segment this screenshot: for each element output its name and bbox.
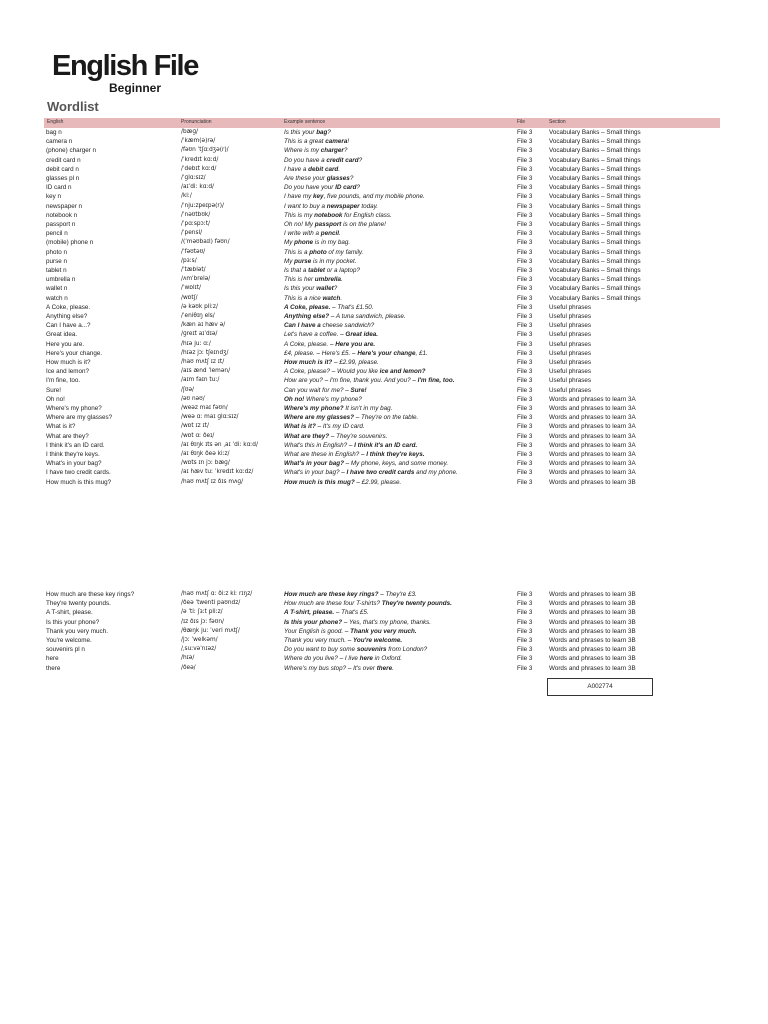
pronunciation-cell: /ˌsuːvəˈnɪəz/ — [181, 646, 217, 653]
file-cell: File 3 — [517, 138, 533, 146]
english-cell: camera n — [46, 138, 73, 146]
example-cell: How much is it? – £2.99, please. — [284, 359, 379, 366]
table-row — [0, 257, 768, 266]
pronunciation-cell: /bæɡ/ — [181, 129, 198, 135]
section-cell: Useful phrases — [549, 386, 591, 394]
pronunciation-cell: /ɡreɪt aɪˈdɪə/ — [181, 331, 218, 338]
section-cell: Useful phrases — [549, 331, 591, 339]
file-cell: File 3 — [517, 156, 533, 164]
section-cell: Vocabulary Banks – Small things — [549, 211, 641, 219]
file-cell: File 3 — [517, 184, 533, 192]
file-cell: File 3 — [517, 405, 533, 412]
english-cell: How much is this mug? — [46, 478, 112, 486]
example-cell: Can you wait for me? – Sure! — [284, 386, 367, 394]
english-cell: Here you are. — [46, 340, 85, 348]
example-cell: This is my notebook for English class. — [284, 211, 392, 219]
english-cell: How much are these key rings? — [46, 591, 135, 598]
english-cell: Can I have a...? — [46, 322, 91, 330]
section-cell: Useful phrases — [549, 377, 591, 385]
file-cell: File 3 — [517, 211, 533, 219]
section-cell: Useful phrases — [549, 368, 591, 376]
english-cell: pencil n — [46, 230, 68, 238]
section-cell: Words and phrases to learn 3B — [549, 591, 636, 598]
pronunciation-cell: /pɜːs/ — [181, 257, 197, 264]
section-cell: Vocabulary Banks – Small things — [549, 156, 641, 164]
table-row — [0, 128, 768, 137]
pronunciation-cell: /(ˈməʊbaɪl) fəʊn/ — [181, 239, 230, 246]
example-cell: Where's my phone? It isn't in my bag. — [284, 405, 393, 412]
section-cell: Words and phrases to learn 3B — [549, 478, 636, 486]
pronunciation-cell: /ðeə/ — [181, 664, 196, 671]
example-cell: A Coke, please? – Would you like ice and lemon? — [284, 368, 426, 376]
file-cell: File 3 — [517, 165, 533, 173]
table-row — [0, 395, 768, 404]
file-cell: File 3 — [517, 637, 533, 644]
english-cell: (phone) charger n — [46, 147, 97, 155]
example-cell: Do you have a credit card? — [284, 156, 363, 164]
file-cell: File 3 — [517, 609, 533, 617]
page-title: Wordlist — [47, 99, 99, 114]
document-code: A002774 — [547, 678, 653, 696]
example-cell: Are these your glasses? — [284, 175, 354, 182]
section-cell: Useful phrases — [549, 340, 591, 348]
table-row — [0, 211, 768, 220]
file-cell: File 3 — [517, 313, 533, 320]
table-row — [0, 156, 768, 165]
english-cell: watch n — [46, 294, 68, 302]
table-row — [0, 294, 768, 303]
table-row — [0, 266, 768, 275]
english-cell: Where are my glasses? — [46, 414, 113, 422]
english-cell: What is it? — [46, 423, 76, 431]
section-cell: Vocabulary Banks – Small things — [549, 129, 641, 136]
example-cell: Where is my charger? — [284, 147, 348, 155]
section-cell: Words and phrases to learn 3A — [549, 432, 636, 440]
pronunciation-cell: /jɔː ˈwelkəm/ — [181, 637, 218, 643]
file-cell: File 3 — [517, 600, 533, 608]
file-cell: File 3 — [517, 451, 533, 458]
pronunciation-cell: /ˈtæblət/ — [181, 267, 206, 273]
example-cell: Is this your phone? – Yes, that's my phone, thanks. — [284, 618, 432, 626]
table-row — [0, 376, 768, 385]
english-cell: Thank you very much. — [46, 627, 108, 635]
section-cell: Words and phrases to learn 3B — [549, 664, 636, 672]
table-row — [0, 248, 768, 257]
section-cell: Vocabulary Banks – Small things — [549, 193, 641, 201]
section-cell: Vocabulary Banks – Small things — [549, 285, 641, 293]
example-cell: I write with a pencil. — [284, 230, 341, 238]
section-cell: Vocabulary Banks – Small things — [549, 239, 641, 247]
section-cell: Words and phrases to learn 3A — [549, 451, 636, 458]
pronunciation-cell: /əʊ nəʊ/ — [181, 395, 205, 402]
english-cell: tablet n — [46, 267, 67, 274]
pronunciation-cell: /ˈwɒlɪt/ — [181, 285, 201, 292]
file-cell: File 3 — [517, 248, 533, 256]
example-cell: How much are these key rings? – They're £3. — [284, 591, 417, 598]
example-cell: This is her umbrella. — [284, 276, 343, 284]
pronunciation-cell: /wɒt ɑː ðeɪ/ — [181, 432, 215, 439]
example-cell: What are these in English? – I think they're keys. — [284, 451, 425, 458]
file-cell: File 3 — [517, 432, 533, 440]
section-cell: Vocabulary Banks – Small things — [549, 248, 641, 256]
example-cell: Thank you very much. – You're welcome. — [284, 637, 403, 644]
english-cell: Is this your phone? — [46, 618, 100, 626]
english-cell: Where's my phone? — [46, 405, 102, 412]
table-row — [0, 450, 768, 459]
table-row — [0, 340, 768, 349]
pronunciation-cell: /θæŋk juː ˈveri mʌtʃ/ — [181, 627, 240, 634]
english-cell: I think it's an ID card. — [46, 441, 105, 449]
section-cell: Vocabulary Banks – Small things — [549, 276, 641, 284]
table-row — [0, 165, 768, 174]
english-cell: A Coke, please. — [46, 303, 91, 311]
example-cell: What are they? – They're souvenirs. — [284, 432, 388, 440]
section-cell: Useful phrases — [549, 303, 591, 311]
english-cell: I think they're keys. — [46, 451, 100, 458]
table-row — [0, 229, 768, 238]
pronunciation-cell: /hɪə juː ɑː/ — [181, 340, 211, 347]
pronunciation-cell: /ˈnəʊtbʊk/ — [181, 211, 211, 218]
pronunciation-cell: /aɪm faɪn tuː/ — [181, 377, 220, 384]
english-cell: key n — [46, 193, 62, 201]
table-row — [0, 645, 768, 654]
english-cell: souvenirs pl n — [46, 646, 85, 654]
file-cell: File 3 — [517, 386, 533, 394]
file-cell: File 3 — [517, 664, 533, 672]
file-cell: File 3 — [517, 331, 533, 339]
table-row — [0, 146, 768, 155]
file-cell: File 3 — [517, 221, 533, 228]
table-row — [0, 608, 768, 617]
section-cell: Vocabulary Banks – Small things — [549, 138, 641, 146]
section-cell: Words and phrases to learn 3B — [549, 600, 636, 608]
example-cell: £4, please. – Here's £5. – Here's your change, £1. — [284, 349, 428, 357]
file-cell: File 3 — [517, 193, 533, 201]
pronunciation-cell: /kiː/ — [181, 193, 192, 200]
pronunciation-cell: /ʃʊə/ — [181, 386, 195, 393]
section-cell: Vocabulary Banks – Small things — [549, 184, 641, 192]
english-cell: bag n — [46, 129, 62, 136]
english-cell: They're twenty pounds. — [46, 600, 111, 608]
pronunciation-cell: /ˈdebɪt kɑːd/ — [181, 165, 217, 172]
example-cell: My phone is in my bag. — [284, 239, 351, 247]
section-cell: Vocabulary Banks – Small things — [549, 165, 641, 173]
table-row — [0, 238, 768, 247]
english-cell: Anything else? — [46, 313, 88, 320]
section-cell: Words and phrases to learn 3B — [549, 618, 636, 626]
english-cell: here — [46, 655, 59, 663]
example-cell: Anything else? – A tuna sandwich, please. — [284, 313, 406, 320]
english-cell: photo n — [46, 248, 68, 256]
pronunciation-cell: /ˈkredɪt kɑːd/ — [181, 156, 219, 163]
table-row — [0, 468, 768, 477]
table-row — [0, 386, 768, 395]
pronunciation-cell: /weəz maɪ fəʊn/ — [181, 405, 228, 411]
file-cell: File 3 — [517, 441, 533, 449]
english-cell: You're welcome. — [46, 637, 92, 644]
section-cell: Vocabulary Banks – Small things — [549, 257, 641, 265]
example-cell: What's in your bag? – My phone, keys, and some money. — [284, 460, 449, 468]
section-cell: Words and phrases to learn 3B — [549, 627, 636, 635]
file-cell: File 3 — [517, 239, 533, 247]
file-cell: File 3 — [517, 129, 533, 136]
table-row — [0, 321, 768, 330]
example-cell: A Coke, please. – Here you are. — [284, 340, 376, 348]
example-cell: A T-shirt, please. – That's £5. — [284, 609, 369, 617]
example-cell: What's in your bag? – I have two credit cards and my phone. — [284, 469, 458, 477]
section-cell: Vocabulary Banks – Small things — [549, 230, 641, 238]
table-row — [0, 330, 768, 339]
file-cell: File 3 — [517, 230, 533, 238]
english-cell: glasses pl n — [46, 175, 80, 182]
table-row — [0, 275, 768, 284]
example-cell: Can I have a cheese sandwich? — [284, 322, 375, 330]
file-cell: File 3 — [517, 359, 533, 366]
brand-logo — [52, 50, 198, 95]
section-cell: Words and phrases to learn 3A — [549, 469, 636, 477]
example-cell: How much are these four T-shirts? They're twenty pounds. — [284, 600, 452, 608]
file-cell: File 3 — [517, 202, 533, 210]
section-cell: Useful phrases — [549, 359, 591, 366]
file-cell: File 3 — [517, 285, 533, 293]
table-row — [0, 459, 768, 468]
english-cell: credit card n — [46, 156, 81, 164]
section-cell: Useful phrases — [549, 349, 591, 357]
english-cell: Oh no! — [46, 395, 65, 403]
example-cell: Where are my glasses? – They're on the table. — [284, 414, 419, 422]
pronunciation-cell: /ə kəʊk pliːz/ — [181, 303, 218, 310]
file-cell: File 3 — [517, 478, 533, 486]
section-cell: Words and phrases to learn 3B — [549, 637, 636, 644]
section-cell: Words and phrases to learn 3B — [549, 655, 636, 663]
section-cell: Vocabulary Banks – Small things — [549, 221, 641, 228]
file-cell: File 3 — [517, 460, 533, 468]
pronunciation-cell: /ə ˈtiː ʃɜːt pliːz/ — [181, 609, 223, 616]
pronunciation-cell: /ˈpɑːspɔːt/ — [181, 221, 210, 227]
pronunciation-cell: /wɒt ɪz ɪt/ — [181, 423, 209, 430]
file-cell: File 3 — [517, 322, 533, 330]
english-cell: ID card n — [46, 184, 72, 192]
pronunciation-cell: /aɪˈdiː kɑːd/ — [181, 184, 214, 191]
example-cell: This is a nice watch. — [284, 294, 343, 302]
table-row — [0, 413, 768, 422]
example-cell: Do you have your ID card? — [284, 184, 360, 192]
section-cell: Words and phrases to learn 3A — [549, 414, 636, 422]
section-cell: Words and phrases to learn 3A — [549, 441, 636, 449]
pronunciation-cell: /haʊ mʌtʃ ɪz ðɪs mʌɡ/ — [181, 478, 244, 485]
example-cell: Oh no! Where's my phone? — [284, 395, 362, 403]
column-header-example: Example sentence — [284, 119, 326, 125]
pronunciation-cell: /hɪəz jɔː tʃeɪndʒ/ — [181, 349, 229, 356]
section-cell: Vocabulary Banks – Small things — [549, 294, 641, 302]
table-row — [0, 599, 768, 608]
example-cell: Oh no! My passport is on the plane! — [284, 221, 386, 228]
example-cell: What's this in English? – I think it's an ID card. — [284, 441, 418, 449]
pronunciation-cell: /hɪə/ — [181, 655, 195, 662]
file-cell: File 3 — [517, 349, 533, 357]
example-cell: Do you want to buy some souvenirs from London? — [284, 646, 428, 654]
table-row — [0, 349, 768, 358]
table-row — [0, 422, 768, 431]
file-cell: File 3 — [517, 276, 533, 284]
example-cell: Is this your bag? — [284, 129, 331, 136]
english-cell: What's in your bag? — [46, 460, 102, 468]
pronunciation-cell: /ˈpensl/ — [181, 230, 203, 237]
pronunciation-cell: /fəʊn ˈtʃɑːdʒə(r)/ — [181, 147, 229, 154]
pronunciation-cell: /wɒtʃ/ — [181, 294, 198, 301]
pronunciation-cell: /ɪz ðɪs jɔː fəʊn/ — [181, 618, 224, 625]
table-row — [0, 478, 768, 487]
section-cell: Useful phrases — [549, 322, 591, 330]
pronunciation-cell: /ˈkæm(ə)rə/ — [181, 138, 216, 145]
pronunciation-cell: /ðeə ˈtwenti paʊndz/ — [181, 600, 241, 607]
table-row — [0, 303, 768, 312]
section-cell: Vocabulary Banks – Small things — [549, 202, 641, 210]
brand-title: English File — [52, 50, 198, 82]
file-cell: File 3 — [517, 147, 533, 155]
section-cell: Vocabulary Banks – Small things — [549, 175, 641, 182]
english-cell: (mobile) phone n — [46, 239, 94, 247]
pronunciation-cell: /ʌmˈbrelə/ — [181, 276, 211, 283]
english-cell: How much is it? — [46, 359, 91, 366]
pronunciation-cell: /ˈeniθɪŋ els/ — [181, 313, 215, 319]
english-cell: debit card n — [46, 165, 79, 173]
example-cell: Let's have a coffee. – Great idea. — [284, 331, 378, 339]
table-row — [0, 137, 768, 146]
english-cell: newspaper n — [46, 202, 83, 210]
pronunciation-cell: /weə ɑː maɪ ɡlɑːsɪz/ — [181, 414, 239, 421]
table-row — [0, 618, 768, 627]
english-cell: wallet n — [46, 285, 68, 293]
example-cell: What is it? – It's my ID card. — [284, 423, 365, 431]
english-cell: What are they? — [46, 432, 89, 440]
english-cell: umbrella n — [46, 276, 76, 284]
pronunciation-cell: /aɪ hæv tuː ˈkredɪt kɑːdz/ — [181, 469, 254, 476]
english-cell: I'm fine, too. — [46, 377, 81, 385]
file-cell: File 3 — [517, 423, 533, 431]
section-cell: Words and phrases to learn 3A — [549, 395, 636, 403]
table-row — [0, 202, 768, 211]
section-cell: Words and phrases to learn 3B — [549, 609, 636, 617]
section-cell: Vocabulary Banks – Small things — [549, 147, 641, 155]
english-cell: there — [46, 664, 61, 672]
table-row — [0, 432, 768, 441]
table-row — [0, 404, 768, 413]
example-cell: This is a great camera! — [284, 138, 350, 146]
example-cell: My purse is in my pocket. — [284, 257, 357, 265]
example-cell: Where's my bus stop? – It's over there. — [284, 664, 394, 672]
file-cell: File 3 — [517, 469, 533, 477]
english-cell: purse n — [46, 257, 68, 265]
section-cell: Words and phrases to learn 3B — [549, 646, 636, 654]
file-cell: File 3 — [517, 175, 533, 182]
example-cell: Is this your wallet? — [284, 285, 338, 293]
pronunciation-cell: /aɪ θɪŋk ɪts ən ˌaɪ ˈdiː kɑːd/ — [181, 441, 258, 448]
pronunciation-cell: /aɪs ænd ˈlemən/ — [181, 368, 231, 375]
pronunciation-cell: /haʊ mʌtʃ ɑː ðiːz kiː rɪŋz/ — [181, 591, 253, 597]
english-cell: notebook n — [46, 211, 78, 219]
file-cell: File 3 — [517, 646, 533, 654]
example-cell: I have my key, five pounds, and my mobile phone. — [284, 193, 425, 201]
column-header-section: Section — [549, 119, 566, 125]
section-cell: Vocabulary Banks – Small things — [549, 267, 641, 274]
table-row — [0, 664, 768, 673]
pronunciation-cell: /ˈfəʊtəʊ/ — [181, 248, 206, 255]
pronunciation-cell: /ˈɡlɑːsɪz/ — [181, 175, 206, 181]
file-cell: File 3 — [517, 618, 533, 626]
file-cell: File 3 — [517, 655, 533, 663]
pronunciation-cell: /ˈnjuːzpeɪpə(r)/ — [181, 202, 225, 209]
table-row — [0, 284, 768, 293]
english-cell: Great idea. — [46, 331, 78, 339]
column-header-file: File — [517, 119, 526, 125]
example-cell: This is a photo of my family. — [284, 248, 364, 256]
section-cell: Words and phrases to learn 3A — [549, 405, 636, 412]
example-cell: Your English is good. – Thank you very much. — [284, 627, 417, 635]
brand-subtitle: Beginner — [109, 81, 162, 95]
section-cell: Useful phrases — [549, 313, 591, 320]
table-row — [0, 654, 768, 663]
table-row — [0, 627, 768, 636]
pronunciation-cell: /kæn aɪ hæv ə/ — [181, 322, 226, 329]
english-cell: A T-shirt, please. — [46, 609, 93, 617]
table-row — [0, 441, 768, 450]
example-cell: Where do you live? – I live here in Oxford. — [284, 655, 402, 663]
table-row — [0, 636, 768, 645]
english-cell: Ice and lemon? — [46, 368, 90, 376]
table-row — [0, 183, 768, 192]
file-cell: File 3 — [517, 395, 533, 403]
table-row — [0, 367, 768, 376]
table-row — [0, 192, 768, 201]
example-cell: How are you? – I'm fine, thank you. And you? – I'm fine, too. — [284, 377, 455, 385]
example-cell: How much is this mug? – £2.99, please. — [284, 478, 402, 486]
file-cell: File 3 — [517, 627, 533, 635]
column-header-english: English — [47, 119, 64, 125]
file-cell: File 3 — [517, 267, 533, 274]
file-cell: File 3 — [517, 368, 533, 376]
english-cell: Sure! — [46, 386, 62, 394]
file-cell: File 3 — [517, 303, 533, 311]
file-cell: File 3 — [517, 591, 533, 598]
table-row — [0, 220, 768, 229]
example-cell: I want to buy a newspaper today. — [284, 202, 379, 210]
pronunciation-cell: /wɒts ɪn jɔː bæɡ/ — [181, 460, 230, 467]
english-cell: Here's your change. — [46, 349, 103, 357]
file-cell: File 3 — [517, 294, 533, 302]
table-row — [0, 174, 768, 183]
table-row — [0, 358, 768, 367]
table-row — [0, 590, 768, 599]
section-cell: Words and phrases to learn 3A — [549, 423, 636, 431]
file-cell: File 3 — [517, 340, 533, 348]
table-row — [0, 312, 768, 321]
column-header-pronunciation: Pronunciation — [181, 119, 212, 125]
section-cell: Words and phrases to learn 3A — [549, 460, 636, 468]
pronunciation-cell: /aɪ θɪŋk ðeə kiːz/ — [181, 451, 230, 457]
file-cell: File 3 — [517, 377, 533, 385]
file-cell: File 3 — [517, 414, 533, 422]
pronunciation-cell: /haʊ mʌtʃ ɪz ɪt/ — [181, 359, 225, 365]
file-cell: File 3 — [517, 257, 533, 265]
table-header — [44, 118, 720, 128]
english-cell: I have two credit cards. — [46, 469, 111, 477]
example-cell: Is that a tablet or a laptop? — [284, 267, 360, 274]
example-cell: A Coke, please. – That's £1.50. — [284, 303, 374, 311]
english-cell: passport n — [46, 221, 76, 228]
example-cell: I have a debit card. — [284, 165, 340, 173]
